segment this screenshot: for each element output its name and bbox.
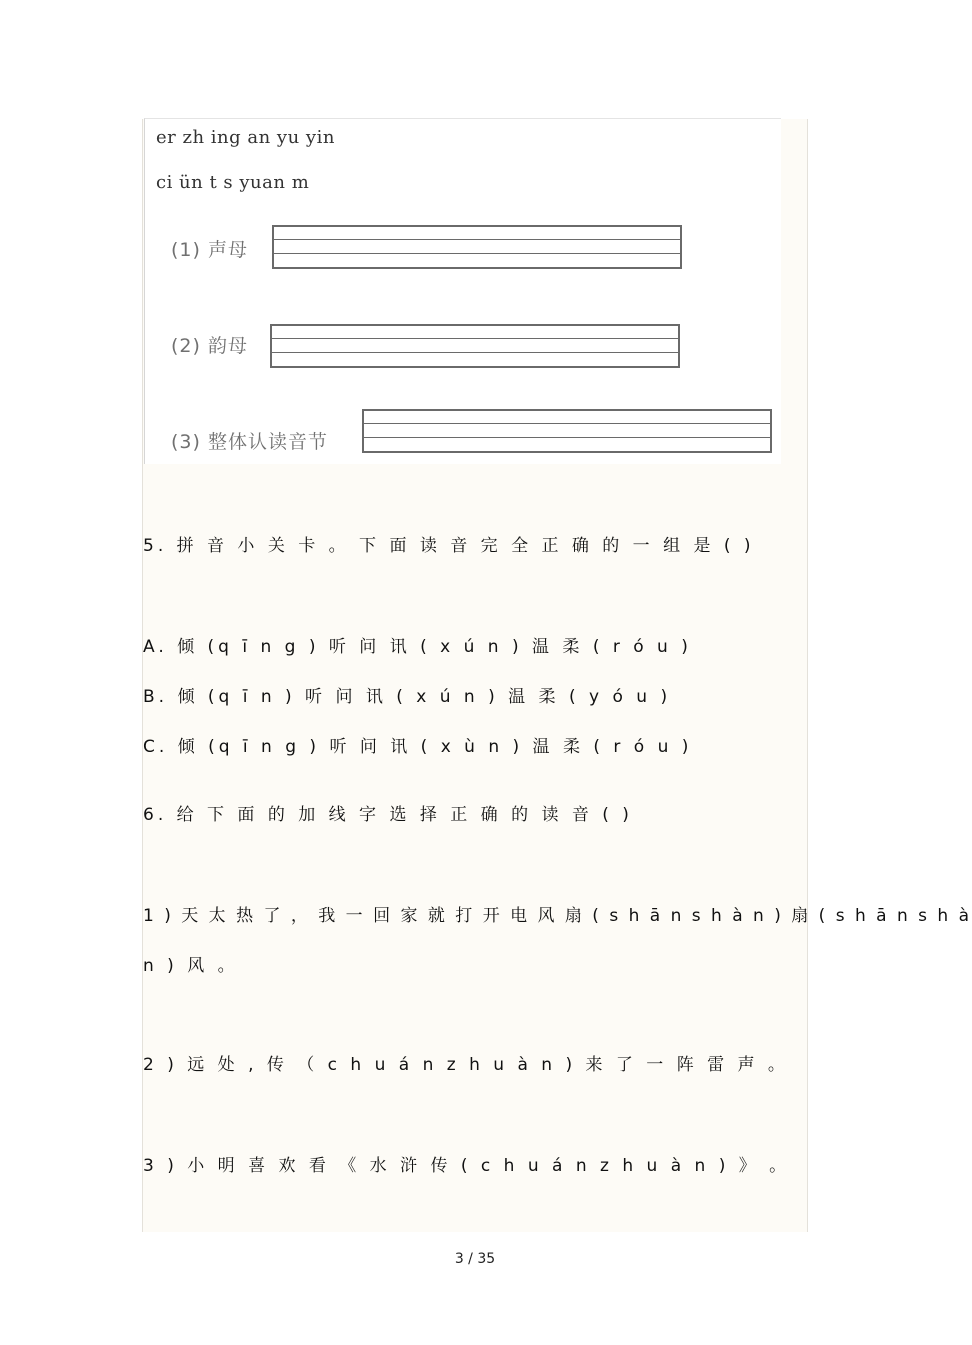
page-number: 3 / 35 — [454, 1251, 496, 1267]
question-6-item-1-line-2: n ) 风 。 — [143, 956, 239, 976]
box-label-finals: (2) 韵母 — [171, 335, 248, 357]
pinyin-letters-row-1: er zh ing an yu yin — [156, 127, 335, 148]
question-6-item-1-line-1: 1 ) 天 太 热 了 ， 我 一 回 家 就 打 开 电 风 扇 ( s h ā n s h à n ) 扇 ( s h ā n s h à — [143, 906, 972, 926]
pinyin-classification-figure — [144, 118, 781, 464]
answer-lines-initials — [272, 225, 682, 269]
question-5-title: 5. 拼 音 小 关 卡 。 下 面 读 音 完 全 正 确 的 一 组 是 ( ) — [143, 536, 755, 556]
answer-lines-finals — [270, 324, 680, 368]
question-5-option-a: A. 倾 (q ī n g ) 听 问 讯 ( x ú n ) 温 柔 ( r ó u ) — [143, 637, 692, 657]
pinyin-letters-row-2: ci ün t s yuan m — [156, 172, 310, 193]
question-6-item-2: 2 ) 远 处 , 传 （ c h u á n z h u à n ) 来 了 一 阵 雷 声 。 — [143, 1055, 789, 1075]
question-6-title: 6. 给 下 面 的 加 线 字 选 择 正 确 的 读 音 ( ) — [143, 805, 633, 825]
question-6-item-3: 3 ) 小 明 喜 欢 看 《 水 浒 传 ( c h u á n z h u à n ) 》 。 — [143, 1156, 791, 1176]
box-label-whole-syllables: (3) 整体认读音节 — [171, 431, 328, 453]
answer-lines-whole-syllables — [362, 409, 772, 453]
question-5-option-c: C. 倾 (q ī n g ) 听 问 讯 ( x ù n ) 温 柔 ( r ó u ) — [143, 737, 693, 757]
question-5-option-b: B. 倾 (q ī n ) 听 问 讯 ( x ú n ) 温 柔 ( y ó u ) — [143, 687, 672, 707]
box-label-initials: (1) 声母 — [171, 239, 248, 261]
